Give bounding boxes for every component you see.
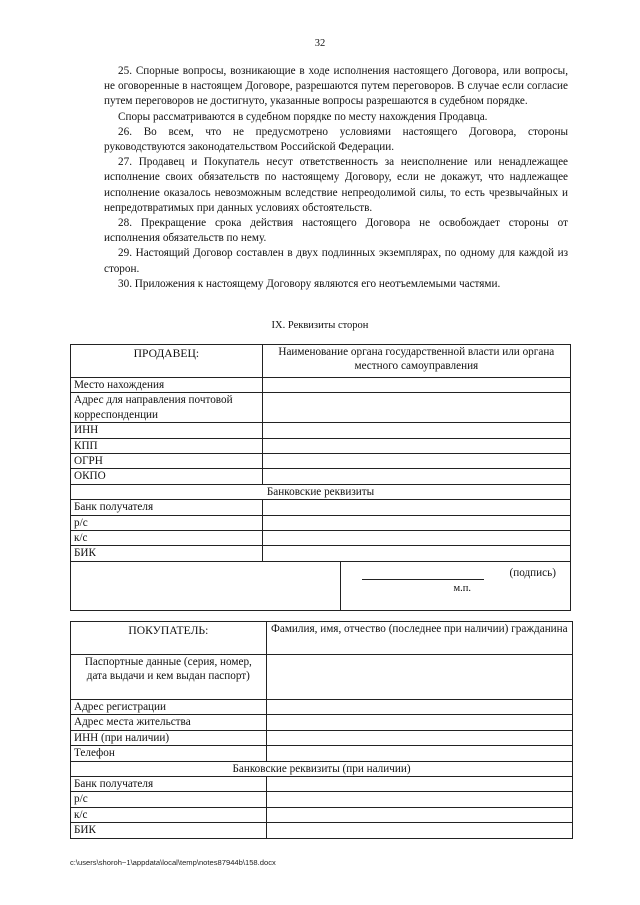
stamp-label: м.п. bbox=[453, 582, 472, 594]
seller-field-value[interactable] bbox=[262, 469, 570, 484]
buyer-requisites-table bbox=[70, 621, 573, 839]
seller-field-value[interactable] bbox=[262, 423, 570, 438]
buyer-header-label: ПОКУПАТЕЛЬ: bbox=[71, 622, 267, 655]
seller-field-label: ОКПО bbox=[71, 469, 263, 484]
buyer-bank-field-label: Банк получателя bbox=[71, 777, 267, 792]
clause-26: 26. Во всем, что не предусмотрено условиями настоящего Договора, стороны руководствуются законодательством Российской Федерации. bbox=[104, 125, 568, 154]
seller-field-value[interactable] bbox=[262, 393, 570, 423]
seller-header-description: Наименование органа государственной власти или органа местного самоуправления bbox=[262, 345, 570, 378]
seller-field-label: ИНН bbox=[71, 423, 263, 438]
seller-bank-field-value[interactable] bbox=[262, 531, 570, 546]
signature-label: (подпись) bbox=[509, 566, 556, 579]
seller-bank-title: Банковские реквизиты bbox=[71, 484, 571, 499]
buyer-passport-value[interactable] bbox=[266, 655, 572, 700]
buyer-bank-field-label: к/с bbox=[71, 807, 267, 822]
seller-requisites-table bbox=[70, 344, 571, 611]
seller-field-value[interactable] bbox=[262, 454, 570, 469]
buyer-bank-field-value[interactable] bbox=[266, 792, 572, 807]
seller-bank-field-label: БИК bbox=[71, 546, 263, 561]
buyer-field-value[interactable] bbox=[266, 715, 572, 730]
buyer-bank-field-label: р/с bbox=[71, 792, 267, 807]
footer-file-path: c:\users\shoroh~1\appdata\local\temp\notes87944b\158.docx bbox=[70, 858, 276, 867]
buyer-passport-label: Паспортные данные (серия, номер, дата выдачи и кем выдан паспорт) bbox=[71, 655, 267, 700]
seller-field-value[interactable] bbox=[262, 438, 570, 453]
signature-block bbox=[340, 561, 571, 610]
seller-header-label: ПРОДАВЕЦ: bbox=[71, 345, 263, 378]
clause-28: 28. Прекращение срока действия настоящего Договора не освобождает стороны от исполнения обязательств по нему. bbox=[104, 217, 568, 245]
buyer-field-value[interactable] bbox=[266, 700, 572, 715]
page-number: 32 bbox=[314, 38, 326, 49]
seller-field-label: Адрес для направления почтовой корреспонденции bbox=[71, 393, 263, 423]
seller-field-label: ОГРН bbox=[71, 454, 263, 469]
signature-spacer bbox=[71, 561, 341, 610]
buyer-bank-field-value[interactable] bbox=[266, 807, 572, 822]
seller-bank-field-value[interactable] bbox=[262, 500, 570, 515]
buyer-bank-title: Банковские реквизиты (при наличии) bbox=[71, 761, 573, 776]
clause-27: 27. Продавец и Покупатель несут ответственность за неисполнение или ненадлежащее исполнение своих обязательств по настоящему Договору, если не докажут, что надлежащее исполнение оказалось невозможным вследствие непреодолимой силы, то есть чрезвычайных и непредотвратимых при данных условиях обстоятельств. bbox=[104, 156, 568, 214]
seller-bank-field-label: Банк получателя bbox=[71, 500, 263, 515]
seller-field-value[interactable] bbox=[262, 378, 570, 393]
clause-29: 29. Настоящий Договор составлен в двух подлинных экземплярах, по одному для каждой из сторон. bbox=[104, 247, 568, 275]
seller-field-label: Место нахождения bbox=[71, 378, 263, 393]
buyer-field-label: ИНН (при наличии) bbox=[71, 730, 267, 745]
seller-bank-field-value[interactable] bbox=[262, 515, 570, 530]
buyer-field-label: Телефон bbox=[71, 746, 267, 761]
seller-bank-field-value[interactable] bbox=[262, 546, 570, 561]
buyer-header-description: Фамилия, имя, отчество (последнее при наличии) гражданина bbox=[266, 622, 572, 655]
seller-field-label: КПП bbox=[71, 438, 263, 453]
buyer-bank-field-label: БИК bbox=[71, 823, 267, 838]
contract-clauses bbox=[104, 64, 568, 292]
buyer-bank-field-value[interactable] bbox=[266, 823, 572, 838]
buyer-field-label: Адрес регистрации bbox=[71, 700, 267, 715]
buyer-bank-field-value[interactable] bbox=[266, 777, 572, 792]
signature-line[interactable] bbox=[362, 579, 484, 580]
section-title: IX. Реквизиты сторон bbox=[271, 320, 369, 331]
clause-30: 30. Приложения к настоящему Договору являются его неотъемлемыми частями. bbox=[118, 277, 501, 290]
clause-25-venue: Споры рассматриваются в судебном порядке по месту нахождения Продавца. bbox=[118, 110, 488, 123]
clause-25: 25. Спорные вопросы, возникающие в ходе исполнения настоящего Договора, или вопросы, не оговоренные в настоящем Договоре, разрешаются путем переговоров. В случае если согласие путем переговоров не достигнуто, указанные вопросы разрешаются в судебном порядке. bbox=[104, 65, 568, 108]
buyer-field-value[interactable] bbox=[266, 730, 572, 745]
seller-bank-field-label: к/с bbox=[71, 531, 263, 546]
buyer-field-label: Адрес места жительства bbox=[71, 715, 267, 730]
buyer-field-value[interactable] bbox=[266, 746, 572, 761]
seller-bank-field-label: р/с bbox=[71, 515, 263, 530]
